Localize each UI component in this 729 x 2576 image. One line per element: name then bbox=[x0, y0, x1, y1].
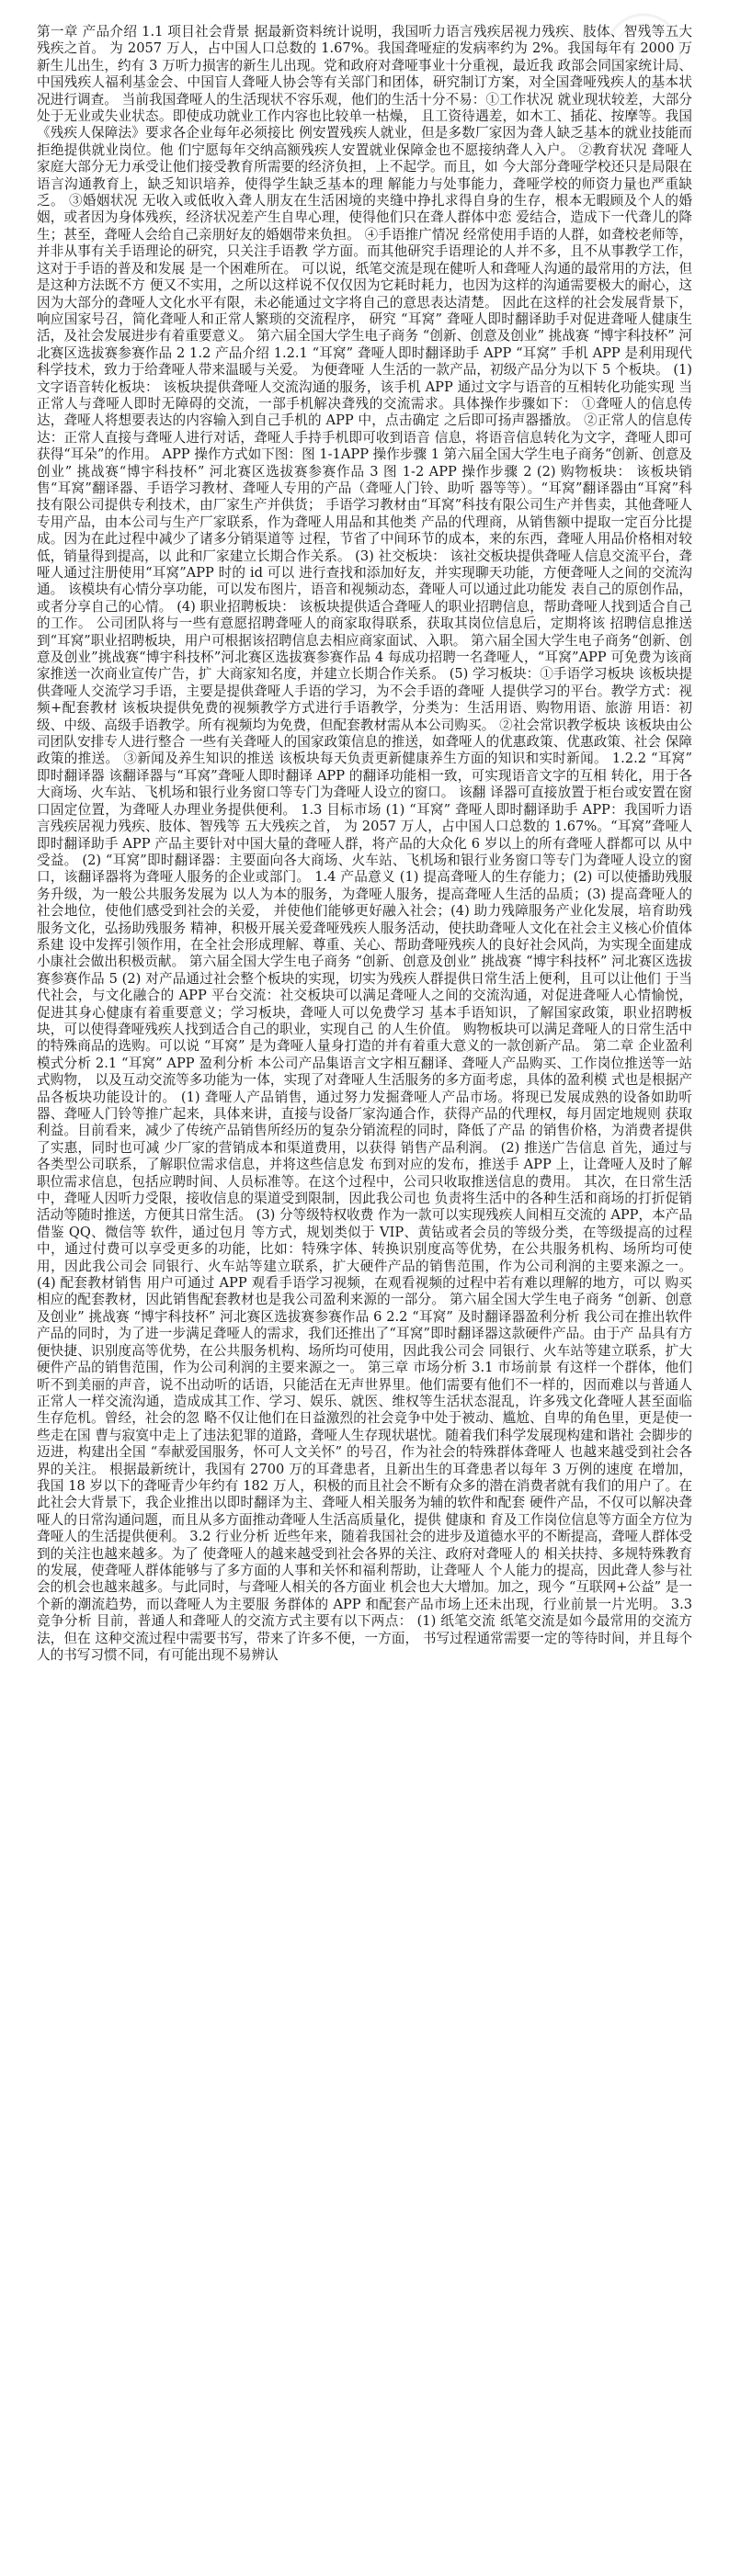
document-body-text: 第一章 产品介绍 1.1 项目社会背景 据最新资料统计说明，我国听力语言残疾居视力残疾、肢体、智残等五大残疾之首。 为 2057 万人，占中国人口总数的 1.67%。我国聋哑症的发病率约为 2%。我国每年有 2000 万新生儿出生，约有 3 万听力损害的新生儿出现。党和政府对聋哑事业十分重视，最近我 政部会同国家统计局、中国残疾人福利基金会、中国盲人聋哑人协会等有关部门和团体，研究制订方案，对全国聋哑残疾人的基本状况进行调查。 当前我国聋哑人的生活现状不容乐观，他们的生活十分不易：①工作状况 就业现状较差，大部分处于无业或失业状态。即使成功就业工作内容也比较单一枯燥， 且工资待遇差，如木工、插花、按摩等。我国《残疾人保障法》要求各企业每年必须接比 例安置残疾人就业，但是多数厂家因为聋人缺乏基本的就业技能而拒绝提供就业岗位。他 们宁愿每年交纳高额残疾人安置就业保障金也不愿接纳聋人入户。 ②教育状况 聋哑人家庭大部分无力承受让他们接受教育所需要的经济负担，上不起学。而且，如 今大部分聋哑学校还只是局限在语言沟通教育上，缺乏知识培养，使得学生缺乏基本的理 解能力与处事能力，聋哑学校的师资力量也严重缺乏。 ③婚姻状况 无收入或低收入聋人朋友在生活困境的夹缝中挣扎求得自身的生存，根本无暇顾及个人的婚姻，或者因为身体残疾，经济状况差产生自卑心理，使得他们只在聋人群体中恋 爱结合，造成下一代聋儿的降生；甚至，聋哑人会给自己亲朋好友的婚姻带来负担。 ④手语推广情况 经常使用手语的人群，如聋校老师等，并非从事有关手语理论的研究，只关注手语教 学方面。而其他研究手语理论的人并不多，且不从事教学工作，这对于手语的普及和发展 是一个困难所在。 可以说，纸笔交流是现在健听人和聋哑人沟通的最常用的方法，但是这种方法既不方 便又不实用，之所以这样说不仅仅因为它耗时耗力，也因为这样的沟通需要极大的耐心，这 因为大部分的聋哑人文化水平有限，未必能通过文字将自己的意思表达清楚。 因此在这样的社会发展背景下，响应国家号召，简化聋哑人和正常人繁琐的交流程序， 研究 “耳窝” 聋哑人即时翻译助手对促进聋哑人健康生活，及社会发展进步有着重要意义。 第六届全国大学生电子商务 “创新、创意及创业” 挑战赛 “博宇科技杯” 河北赛区选拔赛参赛作品 2 1.2 产品介绍 1.2.1 “耳窝” 聋哑人即时翻译助手 APP “耳窝” 手机 APP 是利用现代科学技术，致力于给聋哑人带来温暖与关爱。 为便聋哑 人生活的一款产品，初级产品分为以下 5 个板块。 (1) 文字语音转化板块： 该板块提供聋哑人交流沟通的服务，该手机 APP 通过文字与语音的互相转化功能实现 当正常人与聋哑人即时无障碍的交流，一部手机解决聋残的交流需求。具体操作步骤如下： ①聋哑人的信息传达，聋哑人将想要表达的内容输入到自己手机的 APP 中，点击确定 之后即可扬声器播放。 ②正常人的信息传达：正常人直接与聋哑人进行对话，聋哑人手持手机即可收到语音 信息，将语音信息转化为文字，聋哑人即可获得“耳朵”的作用。 APP 操作方式如下图：图 1-1APP 操作步骤 1 第六届全国大学生电子商务“创新、创意及创业” 挑战赛“博宇科技杯” 河北赛区选拔赛参赛作品 3 图 1-2 APP 操作步骤 2 (2) 购物板块： 该板块销售“耳窝”翻译器、手语学习教材、聋哑人专用的产品（聋哑人门铃、助听 器等等）。“耳窝”翻译器由“耳窝”科技有限公司提供专利技术，由厂家生产并供货； 手语学习教材由“耳窝”科技有限公司生产并售卖，其他聋哑人专用产品，由本公司与生产厂家联系，作为聋哑人用品和其他类 产品的代理商，从销售额中提取一定百分比提成。因为在此过程中减少了诸多分销渠道等 过程，节省了中间环节的成本，来的东西，聋哑人用品价格相对较低，销量得到提高，以 此和厂家建立长期合作关系。 (3) 社交板块： 该社交板块提供聋哑人信息交流平台，聋哑人通过注册使用“耳窝”APP 时的 id 可以 进行查找和添加好友，并实现聊天功能，方便聋哑人之间的交流沟通。 该模块有心情分享功能，可以发布图片，语音和视频动态，聋哑人可以通过此功能发 表自己的原创作品，或者分享自己的心情。 (4) 职业招聘板块： 该板块提供适合聋哑人的职业招聘信息，帮助聋哑人找到适合自己的工作。 公司团队将与一些有意愿招聘聋哑人的商家取得联系，获取其岗位信息后，定期将该 招聘信息推送到“耳窝”职业招聘板块，用户可根据该招聘信息去相应商家面试、入职。 第六届全国大学生电子商务“创新、创意及创业”挑战赛“博宇科技杯”河北赛区选拔赛参赛作品 4 每成功招聘一名聋哑人，“耳窝”APP 可免费为该商家推送一次商业宣传广告，扩 大商家知名度，并建立长期合作关系。 (5) 学习板块：①手语学习板块 该板块提供聋哑人交流学习手语，主要是提供聋哑人手语的学习，为不会手语的聋哑 人提供学习的平台。教学方式：视频+配套教材 该板块提供免费的视频教学方式进行手语教学，分类为：生活用语、购物用语、旅游 用语：初级、中级、高级手语教学。所有视频均为免费，但配套教材需从本公司购买。 ②社会常识教学板块 该板块由公司团队安排专人进行整合 一些有关聋哑人的国家政策信息的推送，如聋哑人的优惠政策、优惠政策、社会 保障政策的推送。 ③新闻及养生知识的推送 该板块每天负责更新健康养生方面的知识和实时新闻。 1.2.2 “耳窝” 即时翻译器 该翻译器与“耳窝”聋哑人即时翻译 APP 的翻译功能相一致，可实现语音文字的互相 转化，用于各大商场、火车站、飞机场和银行业务窗口等专门为聋哑人设立的窗口。 该翻 译器可直接放置于柜台或安置在窗口固定位置，为聋哑人办理业务提供便利。 1.3 目标市场 (1) “耳窝” 聋哑人即时翻译助手 APP：我国听力语言残疾居视力残疾、肢体、智残等 五大残疾之首， 为 2057 万人，占中国人口总数的 1.67%。“耳窝”聋哑人即时翻译助手 APP 产品主要针对中国大量的聋哑人群，将产品的大众化 6 岁以上的所有聋哑人群都可以 从中受益。 (2) “耳窝”即时翻译器：主要面向各大商场、火车站、飞机场和银行业务窗口等专门为聋哑人设立的窗口，该翻译器将为聋哑人服务的企业或部门。 1.4 产品意义 (1) 提高聋哑人的生存能力；(2) 可以使播助残服务升级，为一般公共服务发展为 以人为本的服务，为聋哑人服务，提高聋哑人生活的品质；(3) 提高聋哑人的社会地位，使他们感受到社会的关爱， 并使他们能够更好融入社会；(4) 助力残障服务产业化发展，培育助残服务文化，弘扬助残服务 精神，积极开展关爱聋哑残疾人服务活动，使扶助聋哑人文化在社会主义核心价值体系建 设中发挥引领作用，在全社会形成理解、尊重、关心、帮助聋哑残疾人的良好社会风尚，为实现全面建成小康社会做出积极贡献。 第六届全国大学生电子商务 “创新、创意及创业” 挑战赛 “博宇科技杯” 河北赛区选拔赛参赛作品 5 (2) 对产品通过社会整个板块的实现，切实为残疾人群提供日常生活上便利，且可以让他们 于当代社会，与文化融合的 APP 平台交流：社交板块可以满足聋哑人之间的交流沟通，对促进聋哑人心情愉悦， 促进其身心健康有着重要意义；学习板块，聋哑人可以免费学习 基本手语知识，了解国家政策，职业招聘板块，可以使得聋哑残疾人找到适合自己的职业，实现自己 的人生价值。 购物板块可以满足聋哑人的日常生活中的特殊商品的选购。可以说 “耳窝” 是为聋哑人量身打造的并有着重大意义的一款创新产品。 第二章 企业盈利模式分析 2.1 “耳窝” APP 盈利分析 本公司产品集语言文字相互翻译、聋哑人产品购买、工作岗位推送等一站式购物， 以及互动交流等多功能为一体，实现了对聋哑人生活服务的多方面考虑，具体的盈利模 式也是根据产品各板块功能设计的。 (1) 聋哑人产品销售，通过努力发掘聋哑人产品市场。将现已发展成熟的设备如助听器、聋哑人门铃等推广起来，具体来讲，直接与设备厂家沟通合作，获得产品的代理权，每月固定地规则 获取利益。目前看来，减少了传统产品销售所经历的复杂分销流程的同时，降低了产品 的销售价格，为消费者提供了实惠，同时也可减 少厂家的营销成本和渠道费用，以获得 销售产品利润。 (2) 推送广告信息 首先，通过与各类型公司联系，了解职位需求信息，并将这些信息发 布到对应的发布，推送手 APP 上，让聋哑人及时了解职位需求信息，包括应聘时间、人员标准等。在这个过程中，公司只收取推送信息的费用。 其次，在日常生活中，聋哑人因听力受限，接收信息的渠道受到限制，因此我公司也 负责将生活中的各种生活和商场的打折促销活动等随时推送，方便其日常生活。 (3) 分等级特权收费 作为一款可以实现残疾人间相互交流的 APP，本产品借鉴 QQ、微信等 软件，通过包月 等方式，规划类似于 VIP、黄钻或者会员的等级分类，在等级提高的过程中，通过付费可以享受更多的功能，比如：特殊字体、转换识别度高等优势，在公共服务机构、场所均可使用，因此我公司会 同银行、火车站等建立联系，扩大硬件产品的销售范围，作为公司利润的主要来源之一。 (4) 配套教材销售 用户可通过 APP 观看手语学习视频，在观看视频的过程中若有难以理解的地方，可以 购买相应的配套教材，因此销售配套教材也是我公司盈利来源的一部分。 第六届全国大学生电子商务 “创新、创意及创业” 挑战赛 “博宇科技杯” 河北赛区选拔赛参赛作品 6 2.2 “耳窝” 及时翻译器盈利分析 我公司在推出软件产品的同时，为了进一步满足聋哑人的需求，我们还推出了“耳窝”即时翻译器这款硬件产品。由于产 品具有方便快捷、识别度高等优势，在公共服务机构、场所均可使用，因此我公司会 同银行、火车站等建立联系，扩大硬件产品的销售范围，作为公司利润的主要来源之一。 第三章 市场分析 3.1 市场前景 有这样一个群体，他们听不到美丽的声音，说不出动听的话语，只能活在无声世界里。他们需要有他们不一样的，因而难以与普通人正常人一样交流沟通，造成成其工作、学习、娱乐、就医、维权等生活状态混乱，许多残文化聋哑人甚至面临生存危机。曾经，社会的忽 略不仅让他们在日益激烈的社会竞争中处于被动、尴尬、自卑的角色里，更是使一些走在国 曹与寂寞中走上了违法犯罪的道路，聋哑人生存现状堪忧。随着我们科学发展现构建和谐社 会脚步的迈进，构建出全国 “奉献爱国服务，怀可人文关怀” 的号召，作为社会的特殊群体聋哑人 也越来越受到社会各界的关注。 根据最新统计，我国有 2700 万的耳聋患者，且新出生的耳聋患者以每年 3 万例的速度 在增加，我国 18 岁以下的聋哑青少年约有 182 万人，积极的而且社会不断有众多的潜在消费者就有我们的用户了。在此社会大背景下，我企业推出以即时翻译为主、聋哑人相关服务为辅的软件和配套 硬件产品，不仅可以解决聋哑人的日常沟通问题，而且从多方面推动聋哑人生活高质量化，提供 健康和 育及工作岗位信息等方面全方位为聋哑人的生活提供便利。 3.2 行业分析 近些年来，随着我国社会的进步及道德水平的不断提高，聋哑人群体受到的关注也越来越多。为了 使聋哑人的越来越受到社会各界的关注、政府对聋哑人的 相关扶持、多规特殊教育的发展，使聋哑人群体能够与了多方面的人事和关怀和福利帮助，让聋哑人 个人能力的提高，因此聋人参与社会的机会也越来越多。与此同时，与聋哑人相关的各方面业 机会也大大增加。加之，现今 “互联网+公益” 是一个新的潮流趋势，而以聋哑人为主要服 务群体的 APP 和配套产品市场上还未出现，行业前景一片光明。 3.3 竞争分析 目前，普通人和聋哑人的交流方式主要有以下两点： (1) 纸笔交流 纸笔交流是如今最常用的交流方法，但在 这种交流过程中需要书写，带来了许多不便，一方面， 书写过程通常需要一定的等待时间，并且每个人的书写习惯不同，有可能出现不易辨认 bbox=[37, 24, 692, 1663]
faded-stamp-watermark bbox=[575, 6, 712, 97]
